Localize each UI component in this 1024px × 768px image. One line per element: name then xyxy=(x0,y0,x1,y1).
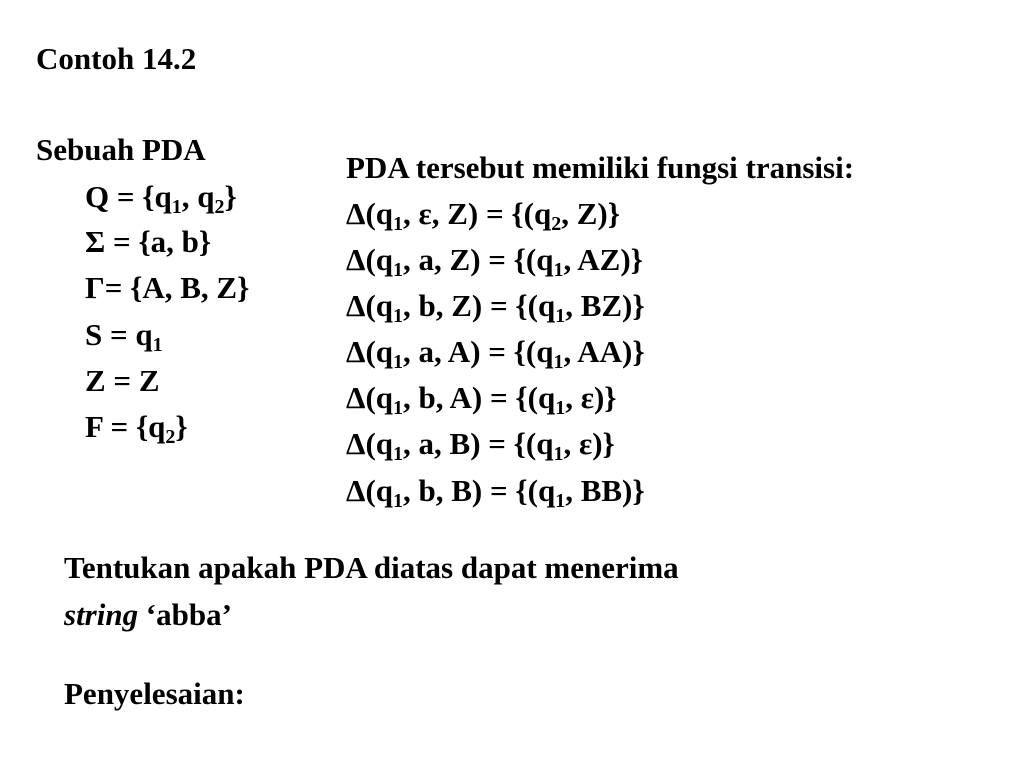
transition-row xyxy=(346,242,643,281)
delta-symbol: Δ xyxy=(346,196,366,231)
slide-title: Contoh 14.2 xyxy=(36,41,197,76)
subscript: 1 xyxy=(553,259,564,281)
subscript: 1 xyxy=(393,213,404,235)
transition-close: , ε)} xyxy=(563,426,615,461)
question-string-value: ‘abba’ xyxy=(138,597,232,632)
delta-symbol: Δ xyxy=(346,288,366,323)
subscript: 1 xyxy=(555,305,566,327)
solution-label: Penyelesaian: xyxy=(64,676,245,711)
question-italic-word: string xyxy=(64,597,139,632)
delta-symbol: Δ xyxy=(346,426,366,461)
final-states-definition xyxy=(85,409,188,448)
stack-start-definition: Z = Z xyxy=(85,363,160,398)
transition-close: , BZ)} xyxy=(565,288,645,323)
transition-close: , Z)} xyxy=(561,196,620,231)
transition-middle: , b, B) = {(q xyxy=(403,473,556,508)
delta-symbol: Δ xyxy=(346,380,366,415)
subscript: 1 xyxy=(393,305,404,327)
subscript: 1 xyxy=(555,490,566,512)
states-prefix: Q = {q xyxy=(85,179,172,214)
delta-symbol: Δ xyxy=(346,242,366,277)
transition-close: , AA)} xyxy=(563,334,645,369)
question-line-2 xyxy=(64,597,232,633)
question-line-1: Tentukan apakah PDA diatas dapat menerima xyxy=(64,550,679,585)
transition-row xyxy=(346,288,645,327)
transition-open: (q xyxy=(365,242,394,277)
subscript: 1 xyxy=(152,334,163,356)
sigma-value: = {a, b} xyxy=(105,224,212,259)
transition-row xyxy=(346,334,645,373)
subscript: 1 xyxy=(171,196,182,218)
subscript: 1 xyxy=(553,351,564,373)
transition-close: , BB)} xyxy=(565,473,645,508)
pda-intro: Sebuah PDA xyxy=(36,132,206,167)
transition-middle: , ε, Z) = {(q xyxy=(403,196,552,231)
transition-row xyxy=(346,426,615,465)
transition-close: , ε)} xyxy=(565,380,617,415)
states-definition xyxy=(85,179,237,218)
subscript: 1 xyxy=(555,397,566,419)
states-suffix: } xyxy=(224,179,237,214)
sigma-symbol: Σ xyxy=(85,224,106,259)
transition-open: (q xyxy=(365,380,394,415)
stack-alphabet-definition xyxy=(85,270,249,306)
transition-middle: , b, Z) = {(q xyxy=(403,288,556,323)
transition-open: (q xyxy=(365,334,394,369)
subscript: 2 xyxy=(551,213,562,235)
start-state-prefix: S = q xyxy=(85,317,153,352)
transition-open: (q xyxy=(365,426,394,461)
delta-symbol: Δ xyxy=(346,334,366,369)
final-states-prefix: F = {q xyxy=(85,409,166,444)
subscript: 1 xyxy=(393,443,404,465)
subscript: 2 xyxy=(214,196,225,218)
transitions-heading: PDA tersebut memiliki fungsi transisi: xyxy=(346,150,855,185)
transition-open: (q xyxy=(365,288,394,323)
input-alphabet-definition xyxy=(85,224,211,260)
gamma-symbol: Γ xyxy=(85,270,105,305)
subscript: 1 xyxy=(393,397,404,419)
transition-open: (q xyxy=(365,196,394,231)
subscript: 1 xyxy=(393,490,404,512)
subscript: 1 xyxy=(393,259,404,281)
gamma-value: = {A, B, Z} xyxy=(104,270,250,305)
states-mid: , q xyxy=(181,179,215,214)
subscript: 1 xyxy=(553,443,564,465)
delta-symbol: Δ xyxy=(346,473,366,508)
transition-close: , AZ)} xyxy=(563,242,643,277)
transition-row xyxy=(346,196,620,235)
subscript: 1 xyxy=(393,351,404,373)
transition-row xyxy=(346,380,617,419)
final-states-suffix: } xyxy=(175,409,188,444)
transition-middle: , a, A) = {(q xyxy=(403,334,554,369)
transition-middle: , b, A) = {(q xyxy=(403,380,556,415)
start-state-definition xyxy=(85,317,163,356)
transition-open: (q xyxy=(365,473,394,508)
transition-middle: , a, Z) = {(q xyxy=(403,242,554,277)
transition-row xyxy=(346,473,645,512)
transition-middle: , a, B) = {(q xyxy=(403,426,554,461)
subscript: 2 xyxy=(165,426,176,448)
